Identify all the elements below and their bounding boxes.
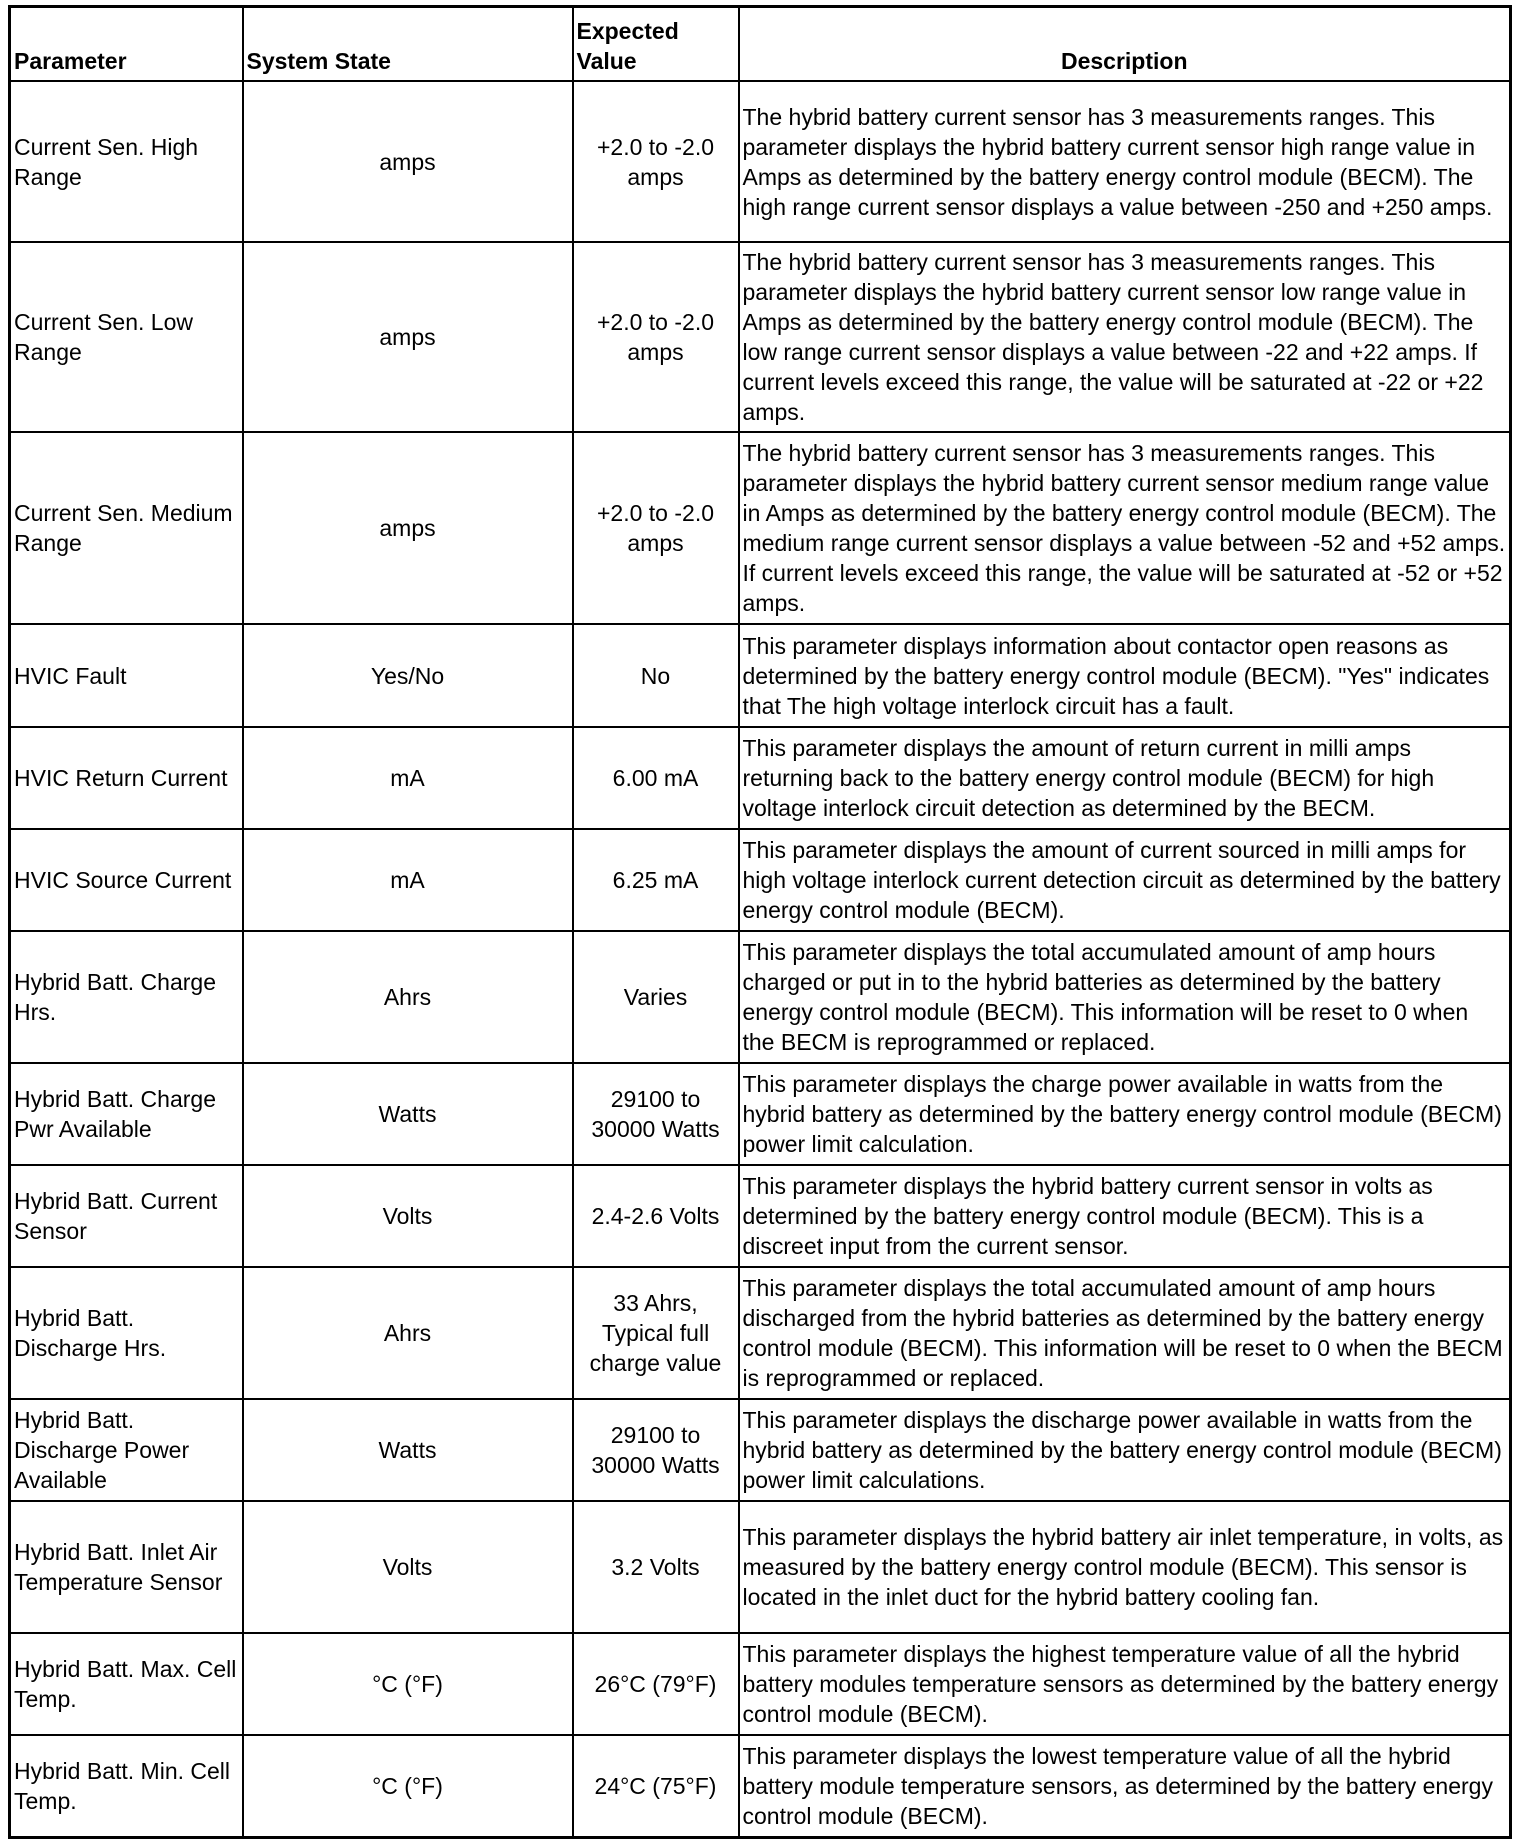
description-cell: This parameter displays the lowest temperature value of all the hybrid battery module temperature sensors, as determined by the battery energy control module (BECM). (739, 1735, 1511, 1837)
expected-value-cell: 3.2 Volts (573, 1501, 739, 1633)
table-row (10, 727, 1511, 829)
table-row (10, 1633, 1511, 1735)
expected-value-cell: Varies (573, 931, 739, 1063)
parameter-cell: Current Sen. Low Range (10, 242, 243, 432)
expected-value-cell: +2.0 to -2.0 amps (573, 242, 739, 432)
expected-value-cell: 29100 to 30000 Watts (573, 1063, 739, 1165)
expected-value-cell: 29100 to 30000 Watts (573, 1399, 739, 1501)
description-cell: This parameter displays information about contactor open reasons as determined by the battery energy control module (BECM). "Yes" indicates that The high voltage interlock circuit has a fault. (739, 624, 1511, 727)
expected-value-cell: 26°C (79°F) (573, 1633, 739, 1735)
header-row (10, 7, 1511, 82)
parameter-table-wrapper (8, 5, 1509, 1839)
table-row (10, 1735, 1511, 1837)
table-row (10, 931, 1511, 1063)
parameter-cell: Hybrid Batt. Max. Cell Temp. (10, 1633, 243, 1735)
description-cell: This parameter displays the discharge power available in watts from the hybrid battery as determined by the battery energy control module (BECM) power limit calculations. (739, 1399, 1511, 1501)
system-state-cell: mA (243, 727, 573, 829)
expected-value-cell: No (573, 624, 739, 727)
parameter-cell: Hybrid Batt. Charge Hrs. (10, 931, 243, 1063)
description-cell: This parameter displays the highest temperature value of all the hybrid battery modules temperature sensors as determined by the battery energy control module (BECM). (739, 1633, 1511, 1735)
parameter-cell: Hybrid Batt. Current Sensor (10, 1165, 243, 1267)
expected-value-cell: +2.0 to -2.0 amps (573, 432, 739, 624)
table-row (10, 242, 1511, 432)
header-description: Description (739, 7, 1511, 82)
parameter-cell: HVIC Fault (10, 624, 243, 727)
description-cell: This parameter displays the amount of current sourced in milli amps for high voltage interlock current detection circuit as determined by the battery energy control module (BECM). (739, 829, 1511, 931)
description-cell: This parameter displays the charge power available in watts from the hybrid battery as determined by the battery energy control module (BECM) power limit calculation. (739, 1063, 1511, 1165)
system-state-cell: Watts (243, 1399, 573, 1501)
expected-value-cell: 24°C (75°F) (573, 1735, 739, 1837)
expected-value-cell: 2.4-2.6 Volts (573, 1165, 739, 1267)
header-system-state: System State (243, 7, 573, 82)
parameter-table (8, 5, 1512, 1839)
description-cell: This parameter displays the total accumulated amount of amp hours charged or put in to the hybrid batteries as determined by the battery energy control module (BECM). This information will be reset to 0 when the BECM is reprogrammed or replaced. (739, 931, 1511, 1063)
system-state-cell: °C (°F) (243, 1735, 573, 1837)
table-row (10, 1399, 1511, 1501)
system-state-cell: Ahrs (243, 1267, 573, 1399)
description-cell: The hybrid battery current sensor has 3 measurements ranges. This parameter displays the hybrid battery current sensor low range value in Amps as determined by the battery energy control module (BECM). The low range current sensor displays a value between -22 and +22 amps. If current levels exceed this range, the value will be saturated at -22 or +22 amps. (739, 242, 1511, 432)
system-state-cell: Watts (243, 1063, 573, 1165)
parameter-cell: HVIC Return Current (10, 727, 243, 829)
table-row (10, 829, 1511, 931)
parameter-cell: Hybrid Batt. Discharge Hrs. (10, 1267, 243, 1399)
system-state-cell: Volts (243, 1165, 573, 1267)
description-cell: This parameter displays the amount of return current in milli amps returning back to the battery energy control module (BECM) for high voltage interlock circuit detection as determined by the BECM. (739, 727, 1511, 829)
system-state-cell: amps (243, 81, 573, 242)
parameter-cell: Hybrid Batt. Min. Cell Temp. (10, 1735, 243, 1837)
table-row (10, 1501, 1511, 1633)
description-cell: This parameter displays the total accumulated amount of amp hours discharged from the hybrid batteries as determined by the battery energy control module (BECM). This information will be reset to 0 when the BECM is reprogrammed or replaced. (739, 1267, 1511, 1399)
parameter-cell: Hybrid Batt. Charge Pwr Available (10, 1063, 243, 1165)
expected-value-cell: 6.00 mA (573, 727, 739, 829)
table-row (10, 1267, 1511, 1399)
table-row (10, 624, 1511, 727)
parameter-cell: Current Sen. Medium Range (10, 432, 243, 624)
system-state-cell: °C (°F) (243, 1633, 573, 1735)
description-cell: The hybrid battery current sensor has 3 measurements ranges. This parameter displays the hybrid battery current sensor high range value in Amps as determined by the battery energy control module (BECM). The high range current sensor displays a value between -250 and +250 amps. (739, 81, 1511, 242)
expected-value-cell: +2.0 to -2.0 amps (573, 81, 739, 242)
description-cell: This parameter displays the hybrid battery current sensor in volts as determined by the battery energy control module (BECM). This is a discreet input from the current sensor. (739, 1165, 1511, 1267)
parameter-cell: HVIC Source Current (10, 829, 243, 931)
header-expected-value: Expected Value (573, 7, 739, 82)
table-row (10, 1165, 1511, 1267)
system-state-cell: mA (243, 829, 573, 931)
system-state-cell: Yes/No (243, 624, 573, 727)
table-row (10, 81, 1511, 242)
expected-value-cell: 6.25 mA (573, 829, 739, 931)
system-state-cell: Ahrs (243, 931, 573, 1063)
table-row (10, 432, 1511, 624)
parameter-cell: Hybrid Batt. Inlet Air Temperature Sensor (10, 1501, 243, 1633)
description-cell: This parameter displays the hybrid battery air inlet temperature, in volts, as measured by the battery energy control module (BECM). This sensor is located in the inlet duct for the hybrid battery cooling fan. (739, 1501, 1511, 1633)
table-row (10, 1063, 1511, 1165)
parameter-cell: Current Sen. High Range (10, 81, 243, 242)
system-state-cell: amps (243, 242, 573, 432)
system-state-cell: amps (243, 432, 573, 624)
system-state-cell: Volts (243, 1501, 573, 1633)
header-parameter: Parameter (10, 7, 243, 82)
parameter-cell: Hybrid Batt. Discharge Power Available (10, 1399, 243, 1501)
expected-value-cell: 33 Ahrs, Typical full charge value (573, 1267, 739, 1399)
description-cell: The hybrid battery current sensor has 3 measurements ranges. This parameter displays the hybrid battery current sensor medium range value in Amps as determined by the battery energy control module (BECM). The medium range current sensor displays a value between -52 and +52 amps. If current levels exceed this range, the value will be saturated at -52 or +52 amps. (739, 432, 1511, 624)
